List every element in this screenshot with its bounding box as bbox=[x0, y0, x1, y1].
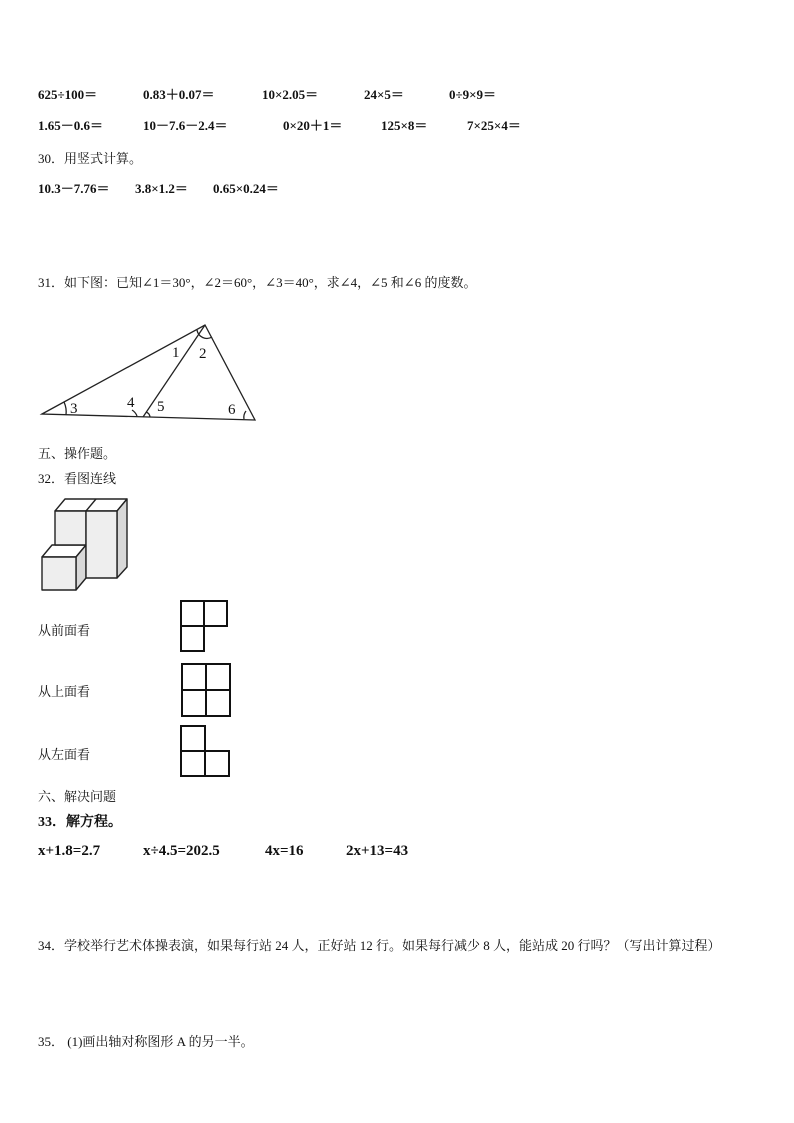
question-30-title: 30．用竖式计算。 bbox=[38, 151, 143, 166]
angle-label: 3 bbox=[70, 401, 78, 417]
calc-item: 10×2.05＝ bbox=[262, 87, 319, 102]
calc-item: 0.83＋0.07＝ bbox=[143, 87, 215, 102]
vertical-calc-item: 0.65×0.24＝ bbox=[213, 181, 279, 196]
angle-label: 4 bbox=[127, 395, 135, 411]
calc-item: 7×25×4＝ bbox=[467, 118, 521, 133]
equation: x+1.8=2.7 bbox=[38, 843, 101, 859]
calc-item: 0÷9×9＝ bbox=[449, 87, 497, 102]
view-shape-a[interactable] bbox=[181, 601, 227, 651]
calc-item: 125×8＝ bbox=[381, 118, 428, 133]
vertical-calc-item: 3.8×1.2＝ bbox=[135, 181, 188, 196]
angle-label: 2 bbox=[199, 346, 207, 362]
view-shape-c[interactable] bbox=[181, 726, 229, 776]
calc-item: 10－7.6－2.4＝ bbox=[143, 118, 228, 133]
view-label-left: 从左面看 bbox=[38, 747, 91, 762]
equation: 2x+13=43 bbox=[346, 843, 409, 859]
view-shape-b[interactable] bbox=[182, 664, 230, 716]
angle-label: 5 bbox=[157, 399, 165, 415]
question-34-text: 34．学校举行艺术体操表演，如果每行站 24 人，正好站 12 行。如果每行减少 8 人，能站成 20 行吗？（写出计算过程） bbox=[38, 938, 721, 953]
section-heading: 六、解决问题 bbox=[38, 789, 117, 804]
question-33-title: 33．解方程。 bbox=[38, 815, 122, 830]
question-31-title: 31．如下图：已知∠1＝30°，∠2＝60°，∠3＝40°，求∠4，∠5 和∠6 的度数。 bbox=[38, 275, 477, 290]
calc-item: 0×20＋1＝ bbox=[283, 118, 343, 133]
equation: 4x=16 bbox=[265, 843, 304, 859]
angle-label: 1 bbox=[172, 345, 180, 361]
section-heading: 五、操作题。 bbox=[38, 446, 117, 461]
angle-label: 6 bbox=[228, 402, 236, 418]
calc-item: 625÷100＝ bbox=[38, 87, 98, 102]
calc-item: 24×5＝ bbox=[364, 87, 404, 102]
view-label-front: 从前面看 bbox=[38, 623, 91, 638]
question-35-text: 35． (1)画出轴对称图形 A 的另一半。 bbox=[38, 1034, 254, 1049]
view-label-top: 从上面看 bbox=[38, 684, 91, 699]
question-32-title: 32．看图连线 bbox=[38, 471, 117, 486]
vertical-calc-item: 10.3－7.76＝ bbox=[38, 181, 110, 196]
calc-item: 1.65－0.6＝ bbox=[38, 118, 104, 133]
equation: x÷4.5=202.5 bbox=[143, 843, 220, 859]
